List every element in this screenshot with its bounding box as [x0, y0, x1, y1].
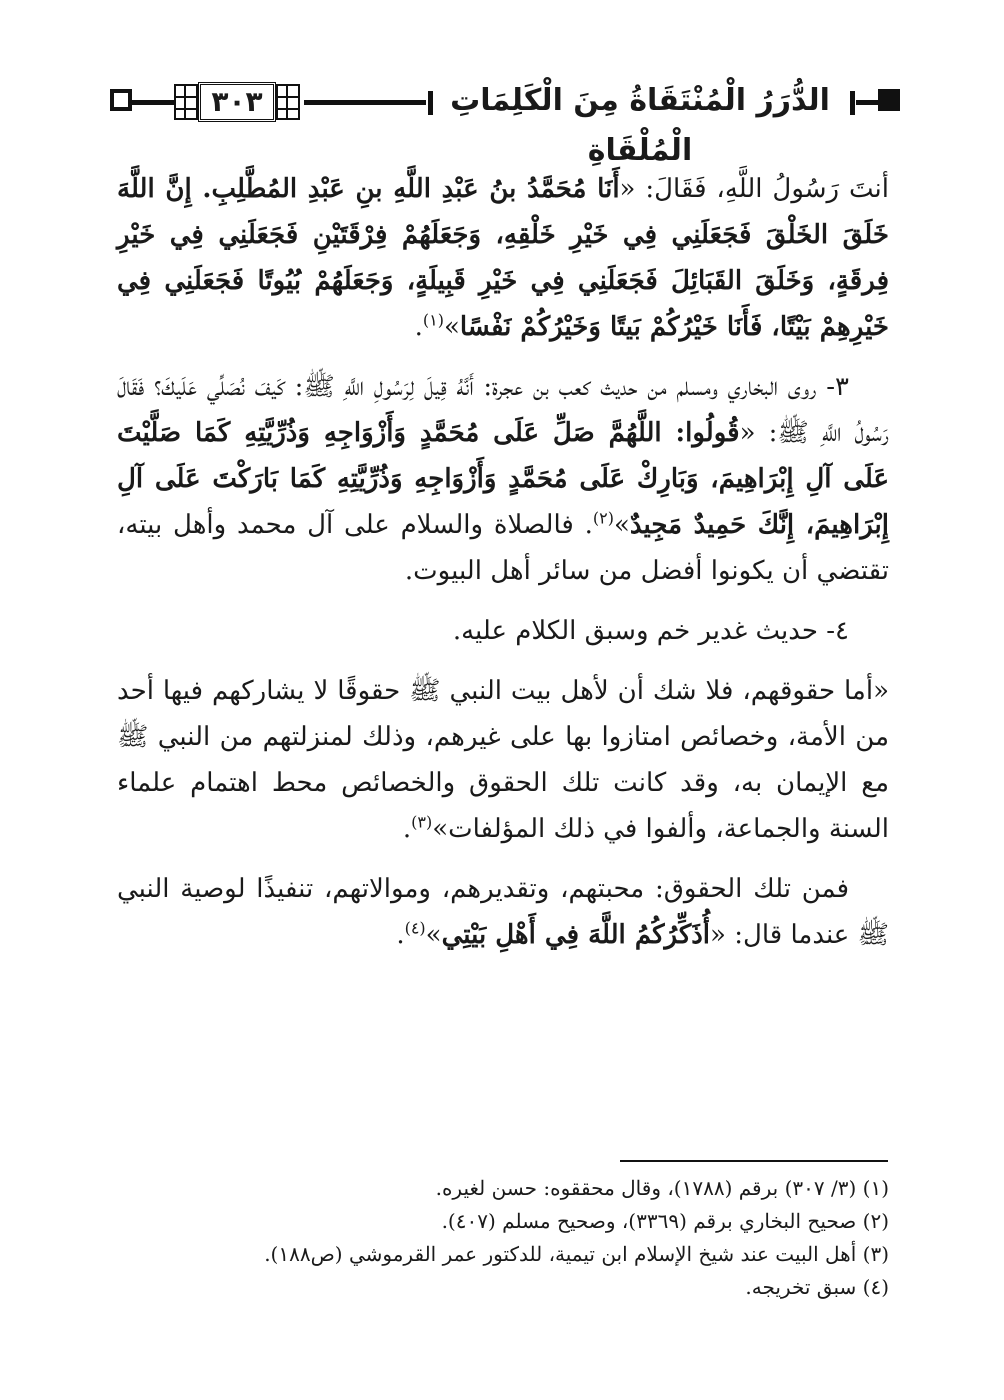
p1-lead: أنتَ رَسُولُ اللَّهِ، فَقَالَ: «	[619, 174, 889, 204]
page-header	[110, 74, 900, 168]
footnotes	[117, 1172, 889, 1304]
header-rule-right	[856, 100, 880, 105]
hadith-quote-1: أَنَا مُحَمَّدُ بنُ عَبْدِ اللَّهِ بنِ عَبْدِ المُطَّلِبِ. إِنَّ اللَّهَ خَلَقَ الخَلْقَ فَجَعَلَنِي فِي خَيْرِ خَلْقِهِ، وَجَعَلَهُمْ فِرْقَتَيْنِ فَجَعَلَنِي فِي خَيْرِ فِرقَةٍ، وَخَلَقَ القَبَائِلَ فَجَعَلَنِي فِي خَيْرِ قَبِيلَةٍ، وَجَعَلَهُمْ بُيُوتًا فَجَعَلَنِي فِي خَيْرِهِمْ بَيْتًا، فَأَنَا خَيْرُكُمْ بَيتًا وَخَيْرُكُمْ نَفْسًا	[117, 174, 889, 342]
header-tick-left	[428, 91, 433, 115]
paragraph-2	[117, 364, 889, 594]
header-tick-right	[850, 91, 855, 115]
header-square-ornament-left	[110, 89, 132, 111]
page-number: ٣٠٣	[211, 85, 263, 118]
hadith-quote-2: قُولُوا: اللَّهُمَّ صَلِّ عَلَى مُحَمَّدٍ وَأَزْوَاجِهِ وَذُرِّيَّتِهِ كَمَا صَلَّيْتَ عَلَى آلِ إِبْرَاهِيمَ، وَبَارِكْ عَلَى مُحَمَّدٍ وَأَزْوَاجِهِ وَذُرِّيَّتِهِ كَمَا بَارَكْتَ عَلَى آلِ إِبْرَاهِيمَ، إِنَّكَ حَمِيدٌ مَجِيدٌ	[117, 418, 889, 540]
header-square-ornament-right	[878, 89, 900, 111]
paragraph-3: ٤- حديث غدير خم وسبق الكلام عليه.	[452, 616, 849, 646]
p5-end: .	[396, 920, 405, 950]
hadith-quote-3: أُذَكِّرُكُمُ اللَّهَ فِي أَهْلِ بَيْتِي	[441, 920, 711, 950]
footnote-ref-2: (٢)	[592, 508, 614, 528]
header-rule-middle	[304, 100, 426, 105]
p1-end: .	[414, 312, 423, 342]
paragraph-4	[117, 668, 889, 852]
footnote-4: (٤) سبق تخريجه.	[745, 1275, 889, 1299]
footnote-2: (٢) صحيح البخاري برقم (٣٣٦٩)، وصحيح مسلم (٤٠٧).	[441, 1209, 889, 1233]
page-number-box	[172, 76, 302, 126]
p5-lead: فمن تلك الحقوق: محبتهم، وتقديرهم، وموالاتهم، تنفيذًا لوصية النبي ﷺ عندما قال: «	[117, 874, 889, 950]
book-title: الدُّرَرُ الْمُنْتَقَاةُ مِنَ الْكَلِمَاتِ الْمُلْقَاةِ	[440, 76, 840, 176]
knot-ornament-right	[276, 84, 300, 120]
p1-quote-close: »	[443, 312, 460, 342]
footnote-divider	[620, 1160, 888, 1162]
p4-end: .	[402, 814, 412, 844]
paragraph-5	[117, 866, 889, 958]
p5-quote-close: »	[425, 920, 442, 950]
p2-quote-close: »	[613, 510, 630, 540]
p4-text: «أما حقوقهم، فلا شك أن لأهل بيت النبي ﷺ حقوقًا لا يشاركهم فيها أحد من الأمة، وخصائص امتازوا بها على غيرهم، وذلك لمنزلتهم من النبي ﷺ مع الإيمان به، وقد كانت تلك الحقوق والخصائص محط اهتمام علماء السنة والجماعة، وألفوا في ذلك المؤلفات»	[117, 676, 890, 844]
footnote-1: (١) (٣/ ٣٠٧) برقم (١٧٨٨)، وقال محققوه: حسن لغيره.	[435, 1176, 889, 1200]
paragraph-1	[117, 166, 889, 350]
p2-tail: . فالصلاة والسلام على آل محمد وأهل بيته، تقتضي أن يكونوا أفضل من سائر أهل البيوت.	[117, 510, 889, 586]
footnote-ref-4: (٤)	[404, 918, 426, 938]
footnote-ref-1: (١)	[422, 310, 444, 330]
knot-ornament-left	[174, 84, 198, 120]
footnote-3: (٣) أهل البيت عند شيخ الإسلام ابن تيمية، للدكتور عمر القرموشي (ص١٨٨).	[264, 1242, 889, 1266]
header-rule-left	[132, 100, 176, 105]
footnote-ref-3: (٣)	[411, 812, 433, 832]
p2-lead: ٣- روى البخاري ومسلم من حديث كعب بن عجرة: أَنَّهُ قِيلَ لِرَسُولِ اللَّهِ ﷺ: كَيفَ نُصَلِّي عَلَيكَ؟ فَقَالَ رَسُولُ اللَّهِ ﷺ: «	[117, 372, 890, 448]
main-text	[117, 166, 889, 972]
